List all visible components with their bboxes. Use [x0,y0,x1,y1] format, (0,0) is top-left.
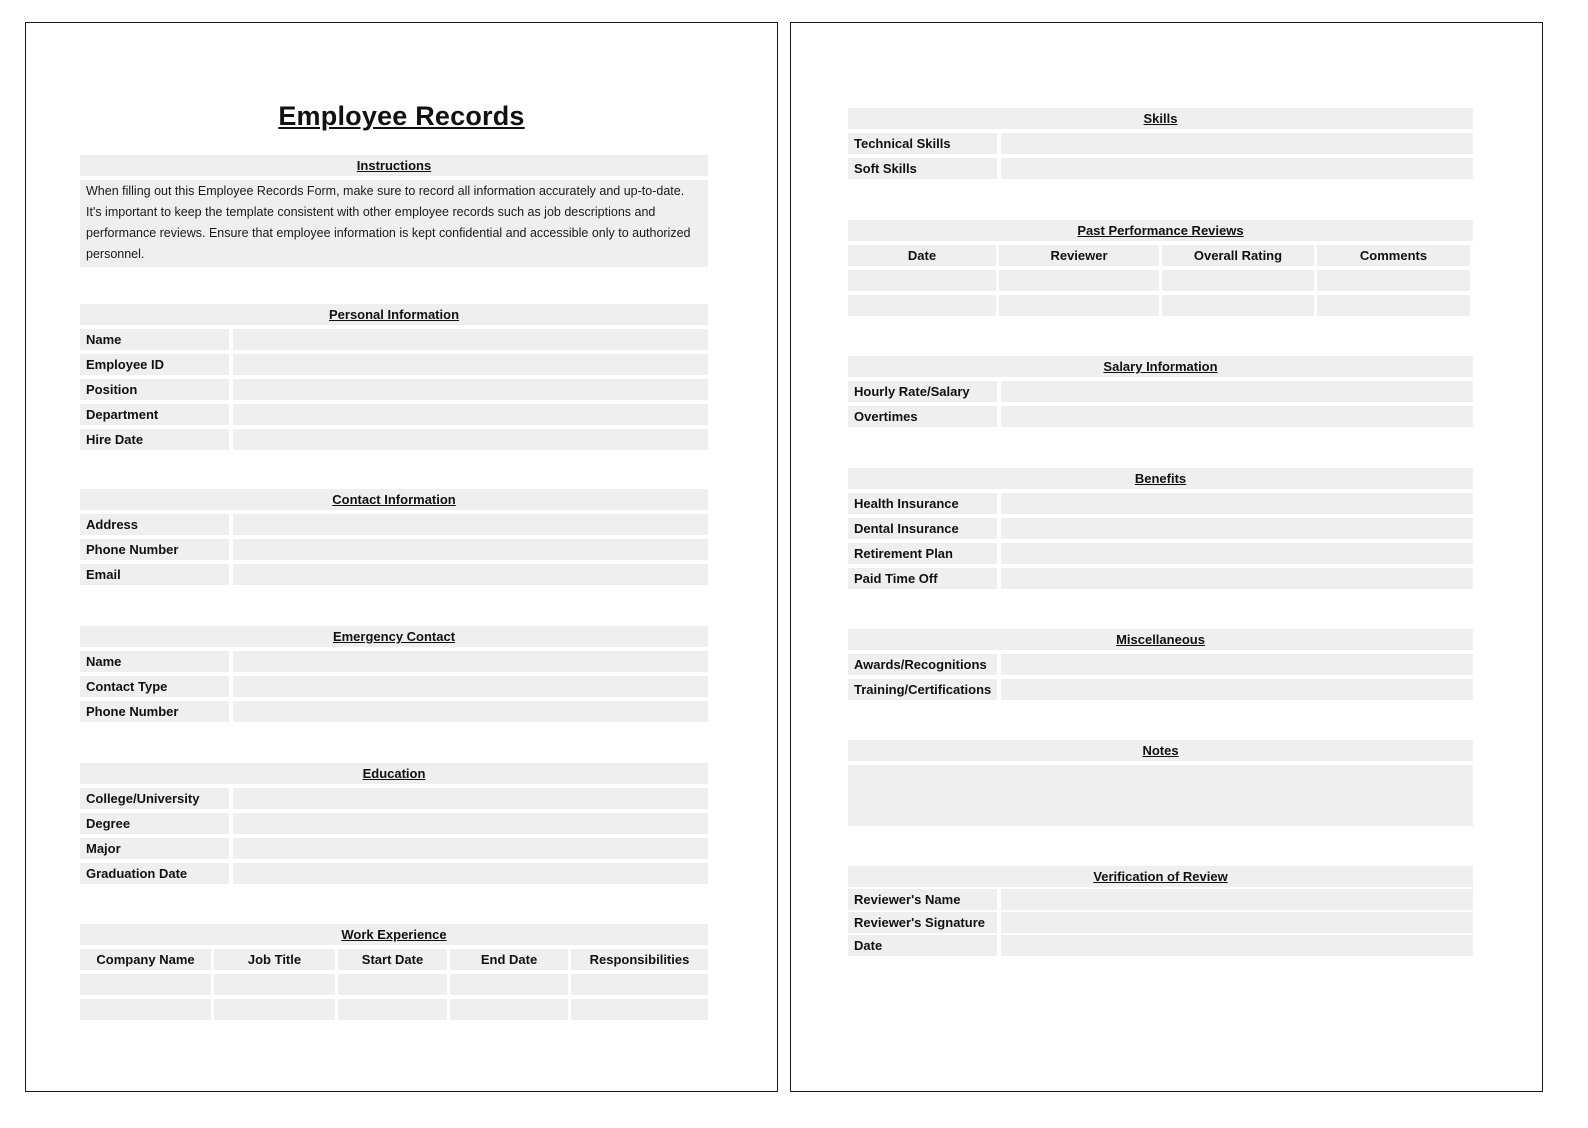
field-label: Position [80,379,229,400]
major-field[interactable] [233,838,708,859]
field-label: Hourly Rate/Salary [848,381,997,402]
table-cell[interactable] [338,974,447,995]
field-row [80,354,708,375]
field-label: Graduation Date [80,863,229,884]
field-label: Name [80,329,229,350]
field-row [80,329,708,350]
field-label: Health Insurance [848,493,997,514]
field-label: Name [80,651,229,672]
field-row [848,133,1473,154]
phone-number-field[interactable] [233,539,708,560]
field-label: Major [80,838,229,859]
table-cell[interactable] [338,999,447,1020]
table-cell[interactable] [848,270,996,291]
table-cell[interactable] [1317,295,1470,316]
table-row [848,270,1473,291]
employee-id-field[interactable] [233,354,708,375]
field-row [848,381,1473,402]
table-cell[interactable] [214,999,335,1020]
field-label: Overtimes [848,406,997,427]
field-row [80,701,708,722]
column-header: Overall Rating [1162,245,1314,266]
field-row [848,568,1473,589]
column-header: Date [848,245,996,266]
field-row [80,429,708,450]
document-title: Employee Records [278,101,525,131]
notes-field[interactable] [848,765,1473,826]
training-field[interactable] [1001,679,1473,700]
table-cell[interactable] [999,295,1159,316]
contact-type-field[interactable] [233,676,708,697]
verification-section [848,866,1473,956]
field-label: Department [80,404,229,425]
field-row [848,654,1473,675]
education-header: Education [80,763,708,784]
field-label: Phone Number [80,701,229,722]
field-row [80,564,708,585]
graduation-date-field[interactable] [233,863,708,884]
table-cell[interactable] [1162,295,1314,316]
emergency-contact-section [80,626,708,722]
field-label: Reviewer's Name [848,889,997,910]
column-header: Comments [1317,245,1470,266]
technical-skills-field[interactable] [1001,133,1473,154]
column-header: Job Title [214,949,335,970]
table-header-row [80,949,708,970]
skills-header: Skills [848,108,1473,129]
field-row [848,158,1473,179]
page-two [790,22,1543,1092]
table-cell[interactable] [214,974,335,995]
field-row [80,514,708,535]
field-label: Hire Date [80,429,229,450]
field-label: Dental Insurance [848,518,997,539]
email-field[interactable] [233,564,708,585]
table-cell[interactable] [571,999,708,1020]
field-label: Email [80,564,229,585]
field-row [80,863,708,884]
field-row [80,788,708,809]
column-header: Company Name [80,949,211,970]
field-row [848,679,1473,700]
notes-header: Notes [848,740,1473,761]
field-row [848,493,1473,514]
field-label: Training/Certifications [848,679,997,700]
field-label: Retirement Plan [848,543,997,564]
degree-field[interactable] [233,813,708,834]
instructions-text: When filling out this Employee Records Form, make sure to record all information accurately and up-to-date. It's important to keep the template consistent with other employee records such as job descriptions and performance reviews. Ensure that employee information is kept confidential and accessible only to authorized personnel. [80,180,708,267]
field-label: Reviewer's Signature [848,912,997,933]
salary-information-section [848,356,1473,427]
table-cell[interactable] [848,295,996,316]
work-experience-header: Work Experience [80,924,708,945]
overtimes-field[interactable] [1001,406,1473,427]
instructions-header: Instructions [80,155,708,176]
miscellaneous-section [848,629,1473,700]
work-experience-section [80,924,708,1020]
paid-time-off-field[interactable] [1001,568,1473,589]
field-label: Degree [80,813,229,834]
table-cell[interactable] [450,999,568,1020]
column-header: Responsibilities [571,949,708,970]
instructions-section [80,155,708,267]
reviewer-name-field[interactable] [1001,889,1473,910]
field-label: Soft Skills [848,158,997,179]
field-label: Date [848,935,997,956]
department-field[interactable] [233,404,708,425]
skills-section [848,108,1473,179]
table-cell[interactable] [1162,270,1314,291]
college-field[interactable] [233,788,708,809]
table-cell[interactable] [1317,270,1470,291]
column-header: End Date [450,949,568,970]
hire-date-field[interactable] [233,429,708,450]
performance-reviews-header: Past Performance Reviews [848,220,1473,241]
reviewer-signature-field[interactable] [1001,912,1473,933]
salary-information-header: Salary Information [848,356,1473,377]
contact-information-section [80,489,708,585]
field-row [848,406,1473,427]
verification-header: Verification of Review [848,866,1473,887]
awards-field[interactable] [1001,654,1473,675]
performance-reviews-section [848,220,1473,316]
emergency-name-field[interactable] [233,651,708,672]
table-cell[interactable] [450,974,568,995]
table-header-row [848,245,1473,266]
personal-information-section [80,304,708,450]
field-label: Awards/Recognitions [848,654,997,675]
retirement-plan-field[interactable] [1001,543,1473,564]
soft-skills-field[interactable] [1001,158,1473,179]
field-label: Employee ID [80,354,229,375]
field-row [80,838,708,859]
field-label: College/University [80,788,229,809]
field-label: Phone Number [80,539,229,560]
field-row [80,651,708,672]
education-section [80,763,708,884]
field-label: Paid Time Off [848,568,997,589]
field-row [848,912,1473,933]
benefits-section [848,468,1473,589]
personal-information-header: Personal Information [80,304,708,325]
page-one [25,22,778,1092]
review-date-field[interactable] [1001,935,1473,956]
address-field[interactable] [233,514,708,535]
contact-information-header: Contact Information [80,489,708,510]
field-row [848,518,1473,539]
field-label: Technical Skills [848,133,997,154]
field-row [80,676,708,697]
health-insurance-field[interactable] [1001,493,1473,514]
miscellaneous-header: Miscellaneous [848,629,1473,650]
field-row [80,813,708,834]
table-row [80,999,708,1020]
position-field[interactable] [233,379,708,400]
table-cell[interactable] [80,999,211,1020]
field-row [848,543,1473,564]
table-row [848,295,1473,316]
field-row [80,539,708,560]
field-label: Contact Type [80,676,229,697]
table-cell[interactable] [571,974,708,995]
field-row [80,404,708,425]
name-field[interactable] [233,329,708,350]
field-row [80,379,708,400]
emergency-contact-header: Emergency Contact [80,626,708,647]
table-row [80,974,708,995]
field-label: Address [80,514,229,535]
table-cell[interactable] [80,974,211,995]
column-header: Reviewer [999,245,1159,266]
emergency-phone-field[interactable] [233,701,708,722]
dental-insurance-field[interactable] [1001,518,1473,539]
notes-section [848,740,1473,826]
column-header: Start Date [338,949,447,970]
hourly-rate-field[interactable] [1001,381,1473,402]
table-cell[interactable] [999,270,1159,291]
field-row [848,889,1473,910]
field-row [848,935,1473,956]
benefits-header: Benefits [848,468,1473,489]
